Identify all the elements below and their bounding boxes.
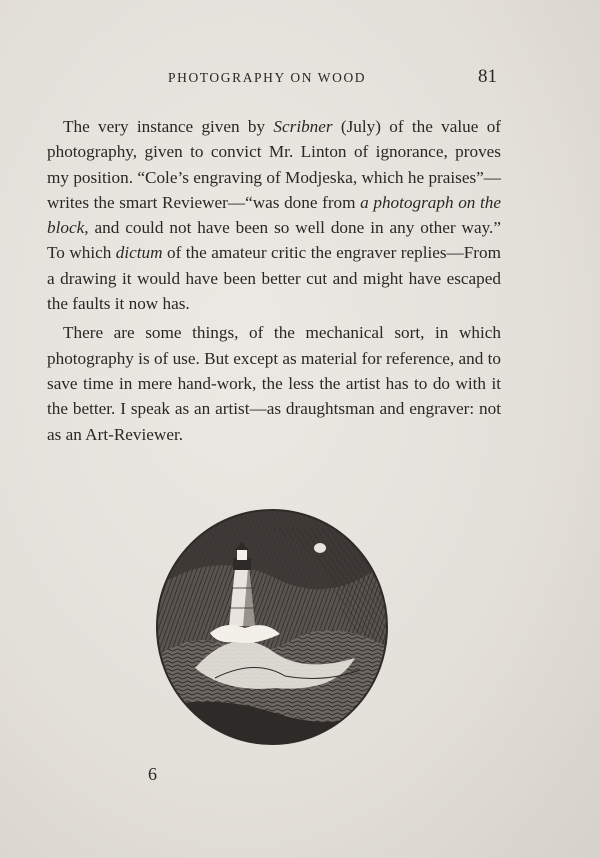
text-segment: of the amateur critic the engraver replies—From a drawing it would have been better cut and might have escaped the faults it now has. xyxy=(47,243,501,314)
italic-segment: Scribner xyxy=(273,117,333,136)
text-segment: (July) of the value of photography, given to convict Mr. Linton of ignorance, proves my position. “Cole’s engraving of Modjeska, which he praises”—writes the smart Reviewer—“was done from xyxy=(47,117,502,212)
paragraph-1 xyxy=(47,114,501,316)
page-number: 81 xyxy=(478,66,497,87)
text-segment: The very instance given by xyxy=(63,117,274,136)
signature-mark: 6 xyxy=(148,764,157,784)
lighthouse-engraving-icon xyxy=(155,508,389,746)
text-segment: , and could not have been so well done in any other way.” To which xyxy=(47,218,501,263)
text-segment: There are some things, of the mechanical sort, in which photography is of use. But except as material for reference, and to save time in mere hand-work, the less the artist has to do with it the better. I speak as an artist—as draughtsman and engraver: not as an Art-Reviewer. xyxy=(47,323,501,444)
running-head xyxy=(0,64,600,92)
paragraph-2 xyxy=(47,320,501,446)
italic-segment: a photograph on the block xyxy=(47,192,501,238)
running-title: PHOTOGRAPHY ON WOOD xyxy=(168,70,367,85)
italic-segment: dictum xyxy=(115,243,163,263)
body-text xyxy=(47,114,501,447)
